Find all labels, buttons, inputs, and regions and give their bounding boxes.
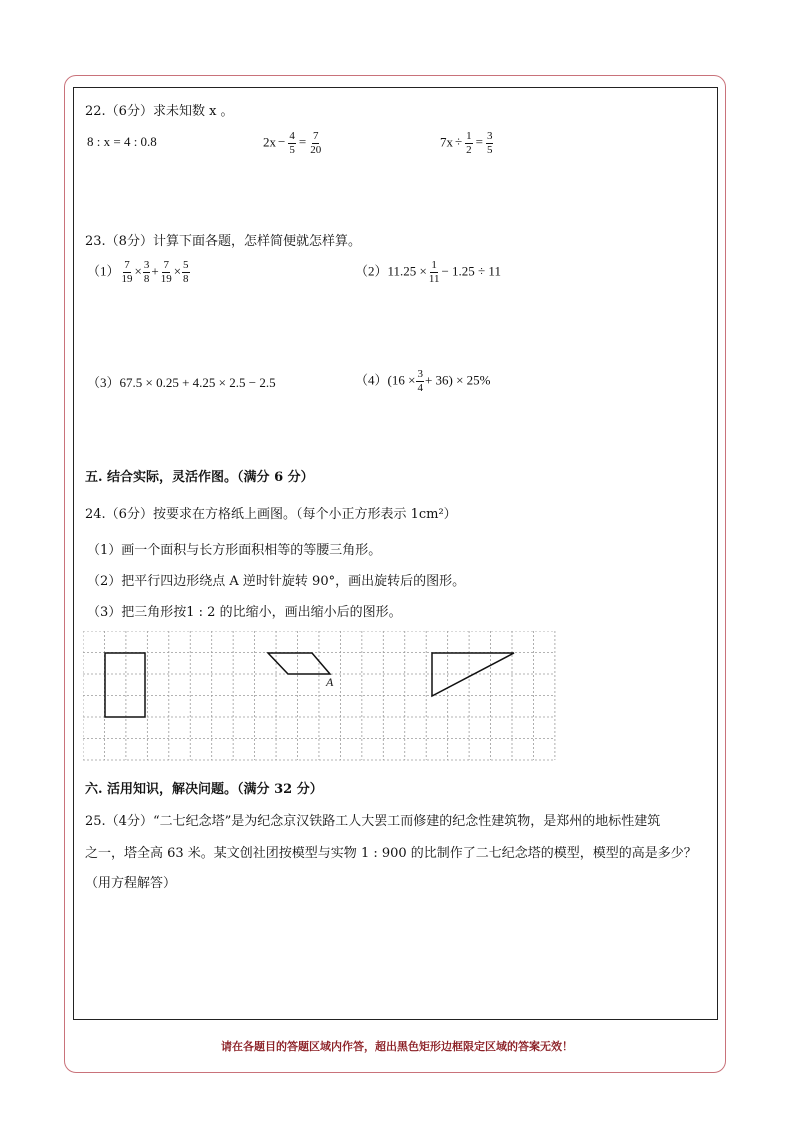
eq3-equals: = (475, 134, 483, 150)
right-triangle-shape (432, 653, 514, 696)
fraction: $\frac{3}{4}$ (417, 368, 423, 394)
q24-item-2: （2）把平行四边形绕点 A 逆时针旋转 90°，画出旋转后的图形。 (87, 574, 466, 589)
point-a-label: A (326, 675, 334, 689)
eq2-term: 2x (263, 134, 276, 150)
q22-heading: 22.（6分）求未知数 x 。 (85, 104, 234, 119)
q22-equation-1: 8 : x = 4 : 0.8 (87, 134, 157, 149)
eq2-operator: − (278, 134, 286, 150)
fraction: $\frac{7}{19}$ (160, 259, 172, 285)
grid-lines (83, 631, 555, 760)
parallelogram-shape (268, 653, 330, 674)
eq2-equals: = (298, 134, 307, 150)
eq3-term: 7x (440, 134, 453, 150)
fraction: $\frac{7}{19}$ (121, 259, 133, 285)
operator: × (134, 263, 142, 279)
section-5-title: 五. 结合实际，灵活作图。（满分 6 分） (85, 470, 314, 485)
q23-problem-3 (87, 372, 276, 391)
operator: + (151, 263, 159, 279)
q23-problem-4 (355, 368, 491, 395)
expression-part: + 36) × 25% (424, 372, 491, 388)
q25-line-3: （用方程解答） (85, 876, 177, 891)
q24-item-3: （3）把三角形按1 : 2 的比缩小，画出缩小后的图形。 (87, 605, 402, 620)
expression-part: − 1.25 ÷ 11 (441, 263, 501, 279)
q25-line-1: 25.（4分）“二七纪念塔”是为纪念京汉铁路工人大罢工而修建的纪念性建筑物，是郑州的地标性建筑 (85, 814, 661, 829)
q24-item-1: （1）画一个面积与长方形面积相等的等腰三角形。 (87, 543, 382, 558)
problem-label: （2） (355, 263, 388, 279)
section-6-title: 六. 活用知识，解决问题。（满分 32 分） (85, 782, 323, 797)
q24-heading: 24.（6分）按要求在方格纸上画图。（每个小正方形表示 1cm²） (85, 507, 457, 522)
rectangle-shape (105, 653, 145, 717)
fraction: $\frac{5}{8}$ (183, 259, 189, 285)
q22-equation-3 (440, 130, 494, 157)
q22-equation-2 (263, 130, 323, 157)
eq3-fraction-2: $\frac{3}{5}$ (486, 130, 493, 156)
eq2-fraction-1: $\frac{4}{5}$ (289, 130, 295, 156)
q23-heading: 23.（8分）计算下面各题，怎样简便就怎样算。 (85, 234, 361, 249)
square-grid-paper (83, 631, 556, 761)
expression-part: 11.25 × (387, 263, 427, 279)
q23-problem-1 (87, 259, 191, 286)
answer-area-notice: 请在各题目的答题区域内作答，超出黑色矩形边框限定区域的答案无效！ (221, 1040, 573, 1053)
problem-label: （3） (87, 375, 120, 390)
problem-label: （1） (87, 263, 120, 279)
fraction: $\frac{1}{11}$ (428, 259, 440, 285)
eq3-fraction-1: $\frac{1}{2}$ (466, 130, 472, 156)
eq3-operator: ÷ (455, 134, 463, 150)
eq2-fraction-2: $\frac{7}{20}$ (310, 130, 322, 156)
operator: × (173, 263, 182, 279)
q23-problem-2 (355, 259, 501, 286)
problem-label: （4） (355, 372, 388, 388)
expression: 67.5 × 0.25 + 4.25 × 2.5 − 2.5 (119, 375, 276, 390)
q25-line-2: 之一，塔全高 63 米。某文创社团按模型与实物 1 : 900 的比制作了二七纪念塔的模型，模型的高是多少？ (85, 846, 697, 861)
fraction: $\frac{3}{8}$ (143, 259, 150, 285)
expression-part: (16 × (387, 372, 416, 388)
